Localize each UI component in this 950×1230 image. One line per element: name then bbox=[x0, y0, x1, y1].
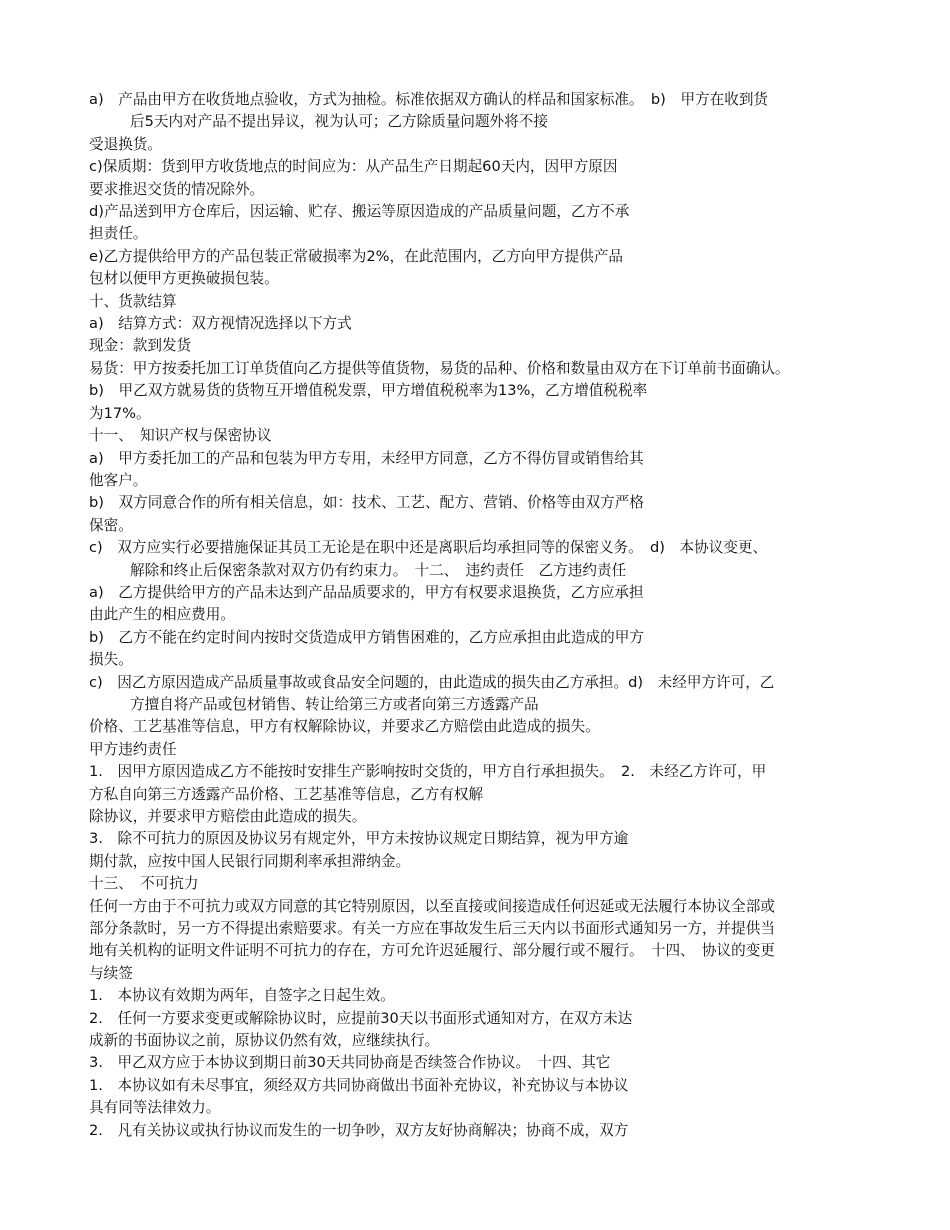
text-line-26: 损失。 bbox=[89, 651, 133, 669]
text-line-3: 受退换货。 bbox=[89, 135, 162, 153]
text-line-41: 1. 本协议有效期为两年，自签字之日起生效。 bbox=[89, 987, 395, 1005]
text-line-12: 现金：款到发货 bbox=[89, 337, 192, 355]
text-line-17: a) 甲方委托加工的产品和包装为甲方专用，未经甲方同意，乙方不得仿冒或销售给其 bbox=[89, 449, 644, 467]
text-line-9: 包材以便甲方更换破损包装。 bbox=[89, 270, 279, 288]
text-line-4: c)保质期：货到甲方收货地点的时间应为：从产品生产日期起60天内，因甲方原因 bbox=[89, 158, 618, 176]
text-line-46: 具有同等法律效力。 bbox=[89, 1099, 221, 1117]
subheading-party-a-liability: 甲方违约责任 bbox=[89, 740, 177, 758]
text-line-24: 由此产生的相应费用。 bbox=[89, 606, 235, 624]
text-line-23: a) 乙方提供给甲方的产品未达到产品品质要求的，甲方有权要求退换货，乙方应承担 bbox=[89, 583, 644, 601]
section-heading-13: 十三、 不可抗力 bbox=[89, 875, 199, 893]
text-line-42: 2. 任何一方要求变更或解除协议时，应提前30天以书面形式通知对方，在双方未达 bbox=[89, 1009, 633, 1027]
text-line-15: 为17%。 bbox=[89, 404, 151, 422]
text-line-2: 后5天内对产品不提出异议，视为认可；乙方除质量问题外将不接 bbox=[130, 113, 548, 131]
text-line-20: 保密。 bbox=[89, 516, 133, 534]
text-line-6: d)产品送到甲方仓库后，因运输、贮存、搬运等原因造成的产品质量问题，乙方不承 bbox=[89, 203, 630, 221]
text-line-7: 担责任。 bbox=[89, 225, 148, 243]
section-heading-11: 十一、 知识产权与保密协议 bbox=[89, 427, 272, 445]
text-line-32: 方私自向第三方透露产品价格、工艺基准等信息，乙方有权解 bbox=[89, 785, 484, 803]
text-line-19: b) 双方同意合作的所有相关信息，如：技术、工艺、配方、营销、价格等由双方严格 bbox=[89, 494, 644, 512]
text-line-13: 易货：甲方按委托加工订单货值向乙方提供等值货物，易货的品种、价格和数量由双方在下订单前书面确认。 bbox=[89, 359, 790, 377]
text-line-18: 他客户。 bbox=[89, 471, 148, 489]
text-line-29: 价格、工艺基准等信息，甲方有权解除协议，并要求乙方赔偿由此造成的损失。 bbox=[89, 718, 600, 736]
section-heading-10: 十、货款结算 bbox=[89, 292, 177, 310]
text-line-21: c) 双方应实行必要措施保证其员工无论是在职中还是离职后均承担同等的保密义务。 d) 本协议变更、 bbox=[89, 539, 768, 557]
text-line-40: 与续签 bbox=[89, 964, 133, 982]
text-line-39: 地有关机构的证明文件证明不可抗力的存在，方可允许迟延履行、部分履行或不履行。 十四、 协议的变更 bbox=[89, 942, 775, 960]
text-line-37: 任何一方由于不可抗力或双方同意的其它特别原因，以至直接或间接造成任何迟延或无法履行本协议全部或 bbox=[89, 897, 775, 915]
text-line-47: 2. 凡有关协议或执行协议而发生的一切争吵，双方友好协商解决；协商不成，双方 bbox=[89, 1121, 629, 1139]
text-line-45: 1. 本协议如有未尽事宜，须经双方共同协商做出书面补充协议，补充协议与本协议 bbox=[89, 1076, 629, 1094]
text-line-31: 1. 因甲方原因造成乙方不能按时安排生产影响按时交货的，甲方自行承担损失。 2. 未经乙方许可，甲 bbox=[89, 763, 767, 781]
text-line-1: a) 产品由甲方在收货地点验收，方式为抽检。标准依据双方确认的样品和国家标准。 b) 甲方在收到货 bbox=[89, 91, 769, 108]
text-line-22: 解除和终止后保密条款对双方仍有约束力。 十二、 违约责任 乙方违约责任 bbox=[130, 561, 627, 579]
text-line-11: a) 结算方式：双方视情况选择以下方式 bbox=[89, 315, 352, 333]
text-line-38: 部分条款时，另一方不得提出索赔要求。有关一方应在事故发生后三天内以书面形式通知另一方，并提供当 bbox=[89, 920, 775, 938]
text-line-5: 要求推迟交货的情况除外。 bbox=[89, 180, 265, 198]
text-line-44: 3. 甲乙双方应于本协议到期日前30天共同协商是否续签合作协议。 十四、其它 bbox=[89, 1054, 611, 1072]
text-line-28: 方擅自将产品或包材销售、转让给第三方或者向第三方透露产品 bbox=[130, 695, 539, 713]
text-line-35: 期付款，应按中国人民银行同期利率承担滞纳金。 bbox=[89, 852, 411, 870]
text-line-14: b) 甲乙双方就易货的货物互开增值税发票，甲方增值税税率为13%，乙方增值税税率 bbox=[89, 382, 648, 400]
text-line-43: 成新的书面协议之前，原协议仍然有效，应继续执行。 bbox=[89, 1032, 440, 1050]
text-line-8: e)乙方提供给甲方的产品包装正常破损率为2%，在此范围内，乙方向甲方提供产品 bbox=[89, 247, 624, 265]
text-line-34: 3. 除不可抗力的原因及协议另有规定外，甲方未按协议规定日期结算，视为甲方逾 bbox=[89, 830, 629, 848]
text-line-27: c) 因乙方原因造成产品质量事故或食品安全问题的，由此造成的损失由乙方承担。d) 未经甲方许可，乙 bbox=[89, 673, 775, 691]
text-line-33: 除协议，并要求甲方赔偿由此造成的损失。 bbox=[89, 808, 367, 825]
text-line-25: b) 乙方不能在约定时间内按时交货造成甲方销售困难的，乙方应承担由此造成的甲方 bbox=[89, 628, 644, 646]
